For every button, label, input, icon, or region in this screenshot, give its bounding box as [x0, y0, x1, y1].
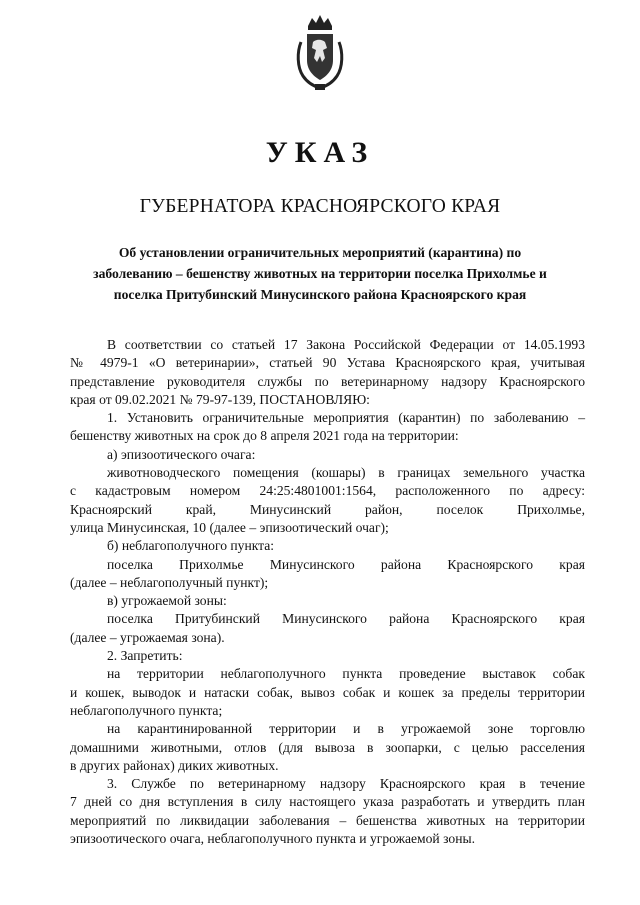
body-line: края от 09.02.2021 № 79-97-139, ПОСТАНОВЛЯЮ:	[70, 391, 370, 407]
document-title: УКАЗ	[265, 136, 375, 169]
body-line: неблагополучного пункта;	[70, 702, 223, 718]
body-line: животноводческого помещения (кошары) в границах земельного участка	[107, 465, 585, 481]
body-line: на территории неблагополучного пункта проведение выставок собак	[107, 666, 585, 682]
body-line: а) эпизоотического очага:	[107, 446, 256, 462]
body-line: (далее – угрожаемая зона).	[70, 629, 225, 645]
body-line: (далее – неблагополучный пункт);	[70, 574, 269, 590]
document-subtitle: ГУБЕРНАТОРА КРАСНОЯРСКОГО КРАЯ	[139, 196, 501, 217]
body-line: и кошек, выводок и натаски собак, вывоз собак и кошек за пределы территории	[70, 684, 585, 700]
body-line: В соответствии со статьей 17 Закона Российской Федерации от 14.05.1993	[107, 337, 585, 352]
body-line: в других районах) диких животных.	[70, 757, 279, 773]
subject-line: поселка Притубинский Минусинского района Красноярского края	[113, 287, 527, 302]
body-line: улица Минусинская, 10 (далее – эпизоотический очаг);	[70, 519, 389, 535]
body-line: на карантинированной территории и в угрожаемой зоне торговлю	[107, 721, 585, 737]
body-line: в) угрожаемой зоны:	[107, 593, 227, 609]
subject-line: заболеванию – бешенству животных на территории поселка Прихолмье и	[93, 266, 547, 281]
body-line: бешенству животных на срок до 8 апреля 2021 года на территории:	[70, 428, 459, 444]
body-line: с кадастровым номером 24:25:4801001:1564, расположенного по адресу:	[70, 483, 585, 499]
body-line: представление руководителя службы по ветеринарному надзору Красноярского	[70, 373, 585, 389]
body-line: 7 дней со дня вступления в силу настоящего указа разработать и утвердить план	[70, 794, 585, 810]
decree-body	[70, 336, 585, 848]
body-line: поселка Прихолмье Минусинского района Красноярского края	[107, 556, 585, 572]
body-line: Красноярский край, Минусинский район, поселок Прихолмье,	[70, 501, 585, 517]
body-line: эпизоотического очага, неблагополучного пункта и угрожаемой зоны.	[70, 831, 475, 847]
body-line: 3. Службе по ветеринарному надзору Красноярского края в течение	[107, 776, 585, 792]
subject-line: Об установлении ограничительных мероприятий (карантина) по	[118, 245, 522, 260]
body-line: мероприятий по ликвидации заболевания – бешенства животных на территории	[70, 812, 585, 828]
decree-subject	[70, 242, 570, 305]
body-line: поселка Притубинский Минусинского района Красноярского края	[107, 611, 585, 627]
krasnoyarsk-coat-of-arms-icon	[295, 12, 345, 92]
body-line: № 4979-1 «О ветеринарии», статьей 90 Устава Красноярского края, учитывая	[70, 355, 585, 371]
body-line: домашними животными, отлов (для вывоза в зоопарки, с целью расселения	[70, 739, 585, 755]
body-line: б) неблагополучного пункта:	[107, 538, 275, 554]
body-line: 2. Запретить:	[107, 648, 183, 664]
body-line: 1. Установить ограничительные мероприятия (карантин) по заболеванию –	[107, 410, 585, 426]
